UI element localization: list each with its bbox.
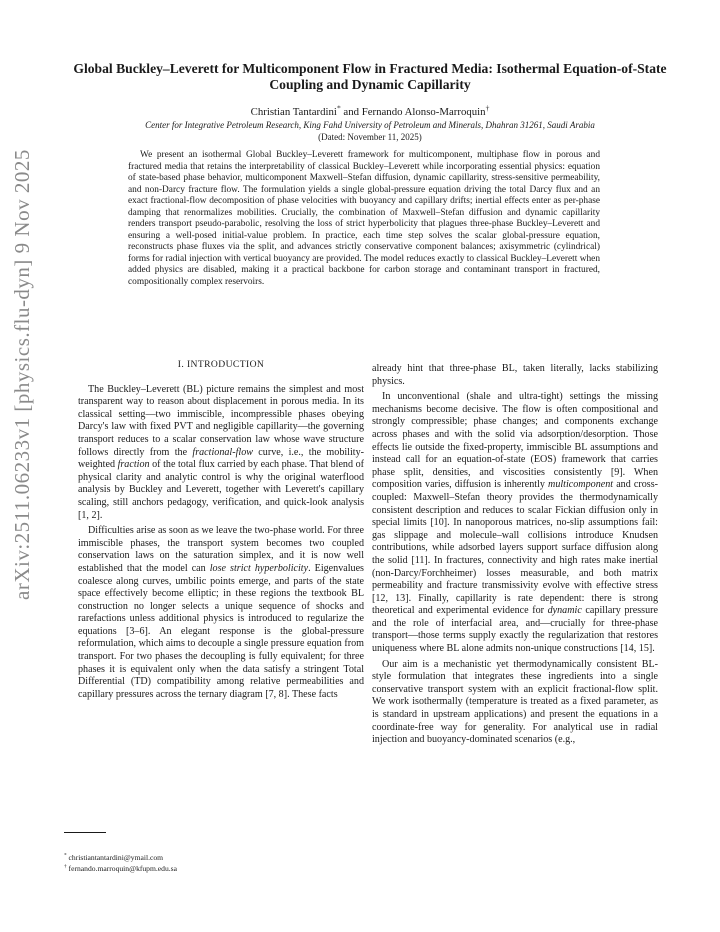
footnote-1: * christiantantardini@ymail.com [64,852,164,862]
intro-paragraph-2-continued: already hint that three-phase BL, taken literally, lacks stabilizing physics. [372,363,658,387]
author-2: Fernando Alonso-Marroquin [361,106,486,118]
author-2-mark: † [485,103,490,113]
intro-paragraph-4: Our aim is a mechanistic yet thermodynamically consistent BL-style formulation that integrates these ingredients into a single conservative transport system with an explicit fractional-flow split. We work isothermally (temperature is treated as a fixed parameter, as is standard in upstream applications) and present the equations in a coordinate-free way for generality. For analytical use in radial injection and buoyancy-dominated scenarios (e.g., [372,658,658,746]
author-1: Christian Tantardini [250,106,337,118]
footnote-rule [64,832,106,833]
authors [70,103,670,119]
intro-paragraph-1: The Buckley–Leverett (BL) picture remains the simplest and most transparent way to reason about displacement in porous media. In its classical setting—two immiscible, incompressible phases obeying Darcy's law with fixed PVT and negligible capillarity—the governing transport reduces to a scalar conservation law whose wave structure follows directly from the fractional-flow curve, i.e., the mobility-weighted fraction of the total flux carried by each phase. That blend of physical clarity and analytic control is why the original waterflood analysis by Buckley and Leverett, together with Leverett's capillary scaling, still anchors pedagogy, verification, and quick-look analysis [1, 2]. [78,383,365,521]
intro-paragraph-3: In unconventional (shale and ultra-tight) settings the missing mechanisms become decisive. The flow is often compositional and strongly compressible; phase changes; and components exchange across phases and with the solid via adsorption/desorption. Those effects lie outside the fixed-property, immiscible BL assumptions and instead call for an equation-of-state (EOS) framework that carries phase split, densities, and viscosities consistently [9]. When composition varies, diffusion is inherently multicomponent and cross-coupled: Maxwell–Stefan theory provides the thermodynamically consistent description and reduces to scalar Fickian diffusion only in special limits [10]. In nanoporous matrices, no-slip assumptions fail: gas slippage and molecule–wall collisions introduce Knudsen contributions, while adsorbed layers support surface diffusion along the solid [11]. In fractures, connectivity and high rates make inertial (non-Darcy/Forchheimer) losses measurable, and both matrix permeability and fracture transmissivity evolve with effective stress [12, 13]. Finally, capillarity is rate dependent: there is strong theoretical and experimental evidence for dynamic capillary pressure and the role of interfacial area, and—crucially for three-phase transport—those terms supply exactly the regularization that restores uniqueness where BL alone admits non-unique constructions [14, 15]. [372,391,658,655]
intro-paragraph-2: Difficulties arise as soon as we leave the two-phase world. For three immiscible phases, the transport system becomes two coupled conservation laws on the saturation simplex, and it is now well established that the model can lose strict hyperbolicity. Eigenvalues coalesce along curves, umbilic points emerge, and parts of the state space effectively become elliptic; in these regions the textbook BL construction no longer selects a unique sequence of shocks and rarefactions unless additional physics is introduced to regularize the equations [3–6]. An elegant response is the global-pressure reformulation, which aims to decouple a single pressure equation from transport. For two phases the decoupling is fully equivalent; for three phases it is equivalent only when the data satisfy a stringent Total Differential (TD) compatibility among relative permeabilities and capillary pressures across the ternary diagram [7, 8]. These facts [78,525,364,700]
author-1-mark: * [336,103,341,113]
footnote-2: † fernando.marroquin@kfupm.edu.sa [64,863,177,873]
arxiv-watermark: arXiv:2511.06233v1 [physics.flu-dyn] 9 Nov 2025 [10,149,34,600]
paper-title: Global Buckley–Leverett for Multicomponent Flow in Fractured Media: Isothermal Equation-of-State Coupling and Dynamic Capillarity [73,61,667,92]
right-column [372,363,658,750]
affiliation: Center for Integrative Petroleum Research, King Fahd University of Petroleum and Minerals, Dhahran 31261, Saudi Arabia [145,120,595,130]
section-heading: I. INTRODUCTION [177,359,265,370]
date-line: (Dated: November 11, 2025) [318,132,422,142]
abstract: We present an isothermal Global Buckley–Leverett framework for multicomponent, multiphase flow in porous and fractured media that retains the interpretability of classical Buckley–Leverett while incorporating essential physics: equation of state-based phase behavior, multicomponent Maxwell–Stefan diffusion, dynamic capillarity, stress-sensitive permeability, and non-Darcy fracture flow. The formulation yields a single global-pressure equation driving the total Darcy flux and an exact fractional-flow decomposition of phase velocities with buoyancy and capillary drifts; inertial effects enter as per-phase damping that renormalizes mobilities. Crucially, the combination of Maxwell–Stefan diffusion and dynamic capillarity renders transport pseudo-parabolic, resolving the loss of strict hyperbolicity that plagues three-phase Buckley–Leverett and ensuring a well-posed initial-value problem. In practice, each time step solves the scalar global-pressure equation, reconstructs phase fluxes via the split, and advances strictly conservative component balances; axisymmetric (cylindrical) forms for radial injection with vertical buoyancy are provided. The model reduces exactly to classical Buckley–Leverett when added physics are disabled, making it a practical backbone for carbon storage and contaminant transport in fractured, compositionally complex reservoirs. [128,150,600,288]
left-column [78,357,364,704]
author-and: and [340,106,362,118]
footnotes [64,852,344,874]
